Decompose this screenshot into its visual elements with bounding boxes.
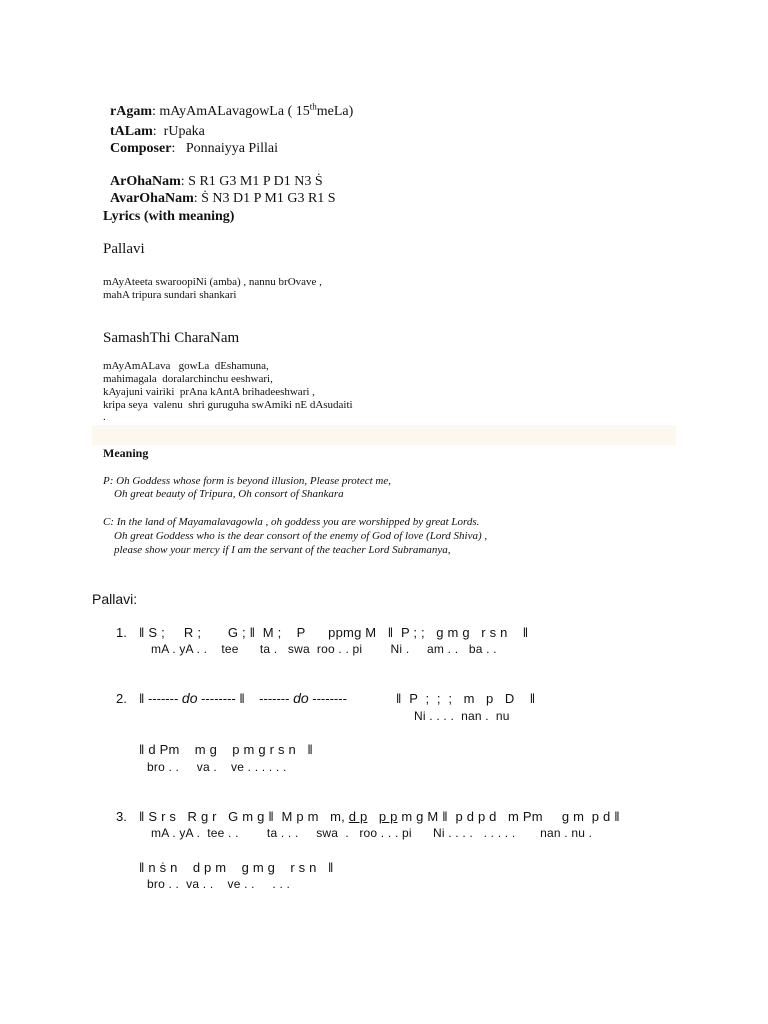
sangati-3b-swara: ‖ n ṡ n d p m g m g r s n ‖ [139,860,334,875]
talam-label: tALam [110,124,153,139]
pallavi-heading: Pallavi [103,241,145,257]
sangati-2b-swara: ‖ d Pm m g p m g r s n ‖ [139,742,313,757]
avarohanam-value: : Ṡ N3 D1 P M1 G3 R1 S [193,191,336,206]
swara-underlined-dp: d p [348,809,368,824]
swara-gap [367,809,378,824]
sangati-2-swara: ‖ P ; ; ; m p D ‖ [396,691,536,706]
swara-part-a: ‖ S r s R g r G m g ‖ M p m m, [139,809,349,824]
ragam-sup: th [309,101,317,112]
repeat-dashes: ‖ ------- [139,691,182,706]
arohanam-value: : S R1 G3 M1 P D1 N3 Ṡ [180,174,323,189]
sangati-1-swara: ‖ S ; R ; G ; ‖ M ; P ppmg M ‖ P ; ; g m g r s n ‖ [139,625,529,640]
meaning-heading: Meaning [103,446,149,460]
sangati-3-lyric: mA . yA . tee . . ta . . . swa . roo . . . pi Ni . . . . . . . . . nan . nu . [151,826,593,840]
swara-underlined-pp: p p [378,809,398,824]
avarohanam-line [103,175,336,207]
meaning-c-line-2: Oh great Goddess who is the dear consort of the enemy of God of love (Lord Shiva) , [103,530,488,542]
charanam-line-5: . [103,411,106,423]
meaning-p-line-2: Oh great beauty of Tripura, Oh consort of Shankara [103,488,344,500]
sangati-2b-lyric: bro . . va . ve . . . . . . [147,760,287,774]
charanam-line-2: mahimagala doralarchinchu eeshwari, [103,373,273,385]
sangati-3b-lyric: bro . . va . . ve . . . . . [147,877,291,891]
notation-pallavi-heading: Pallavi: [92,591,138,607]
avarohanam-label: AvarOhaNam [110,191,194,206]
ditto-mark-1: do [181,690,198,706]
sangati-2-lyric: Ni . . . . nan . nu [414,709,510,723]
repeat-dashes-mid: -------- ‖ ------- [197,691,294,706]
swara-part-b: m g M ‖ p d p d m Pm g m p d ‖ [397,809,620,824]
repeat-dashes-end: -------- [308,691,347,706]
sangati-number-3: 3. [116,809,127,824]
meaning-c-line-3: please show your mercy if I am the servant of the teacher Lord Subramanya, [103,544,451,556]
ragam-label: rAgam [110,104,152,119]
talam-value: : rUpaka [152,124,205,139]
pallavi-line-2: mahA tripura sundari shankari [103,289,237,301]
sangati-2-repeat [139,690,347,706]
pallavi-line-1: mAyAteeta swaroopiNi (amba) , nannu brOvave , [103,276,322,288]
sangati-number-2: 2. [116,691,127,706]
ragam-value-post: meLa) [316,104,354,119]
highlight-band [92,425,676,445]
arohanam-label: ArOhaNam [110,174,181,189]
lyrics-heading: Lyrics (with meaning) [103,209,235,224]
meaning-p-line-1: P: Oh Goddess whose form is beyond illusion, Please protect me, [103,475,391,487]
charanam-line-3: kAyajuni vairiki prAna kAntA brihadeeshwari , [103,386,315,398]
charanam-line-4: kripa seya valenu shri guruguha swAmiki nE dAsudaiti [103,399,353,411]
sangati-1-lyric: mA . yA . . tee ta . swa roo . . pi Ni . am . . ba . . [151,642,497,656]
meaning-c-line-1: C: In the land of Mayamalavagowla , oh goddess you are worshipped by great Lords. [103,516,480,528]
composer-label: Composer [110,141,172,156]
sangati-3-swara [139,809,620,824]
ditto-mark-2: do [293,690,309,706]
composer-line [103,125,278,157]
ragam-value: : mAyAmALavagowLa ( 15 [152,104,310,119]
charanam-line-1: mAyAmALava gowLa dEshamuna, [103,360,269,372]
charanam-heading: SamashThi CharaNam [103,330,240,346]
sangati-number-1: 1. [116,625,127,640]
composer-value: : Ponnaiyya Pillai [171,141,278,156]
